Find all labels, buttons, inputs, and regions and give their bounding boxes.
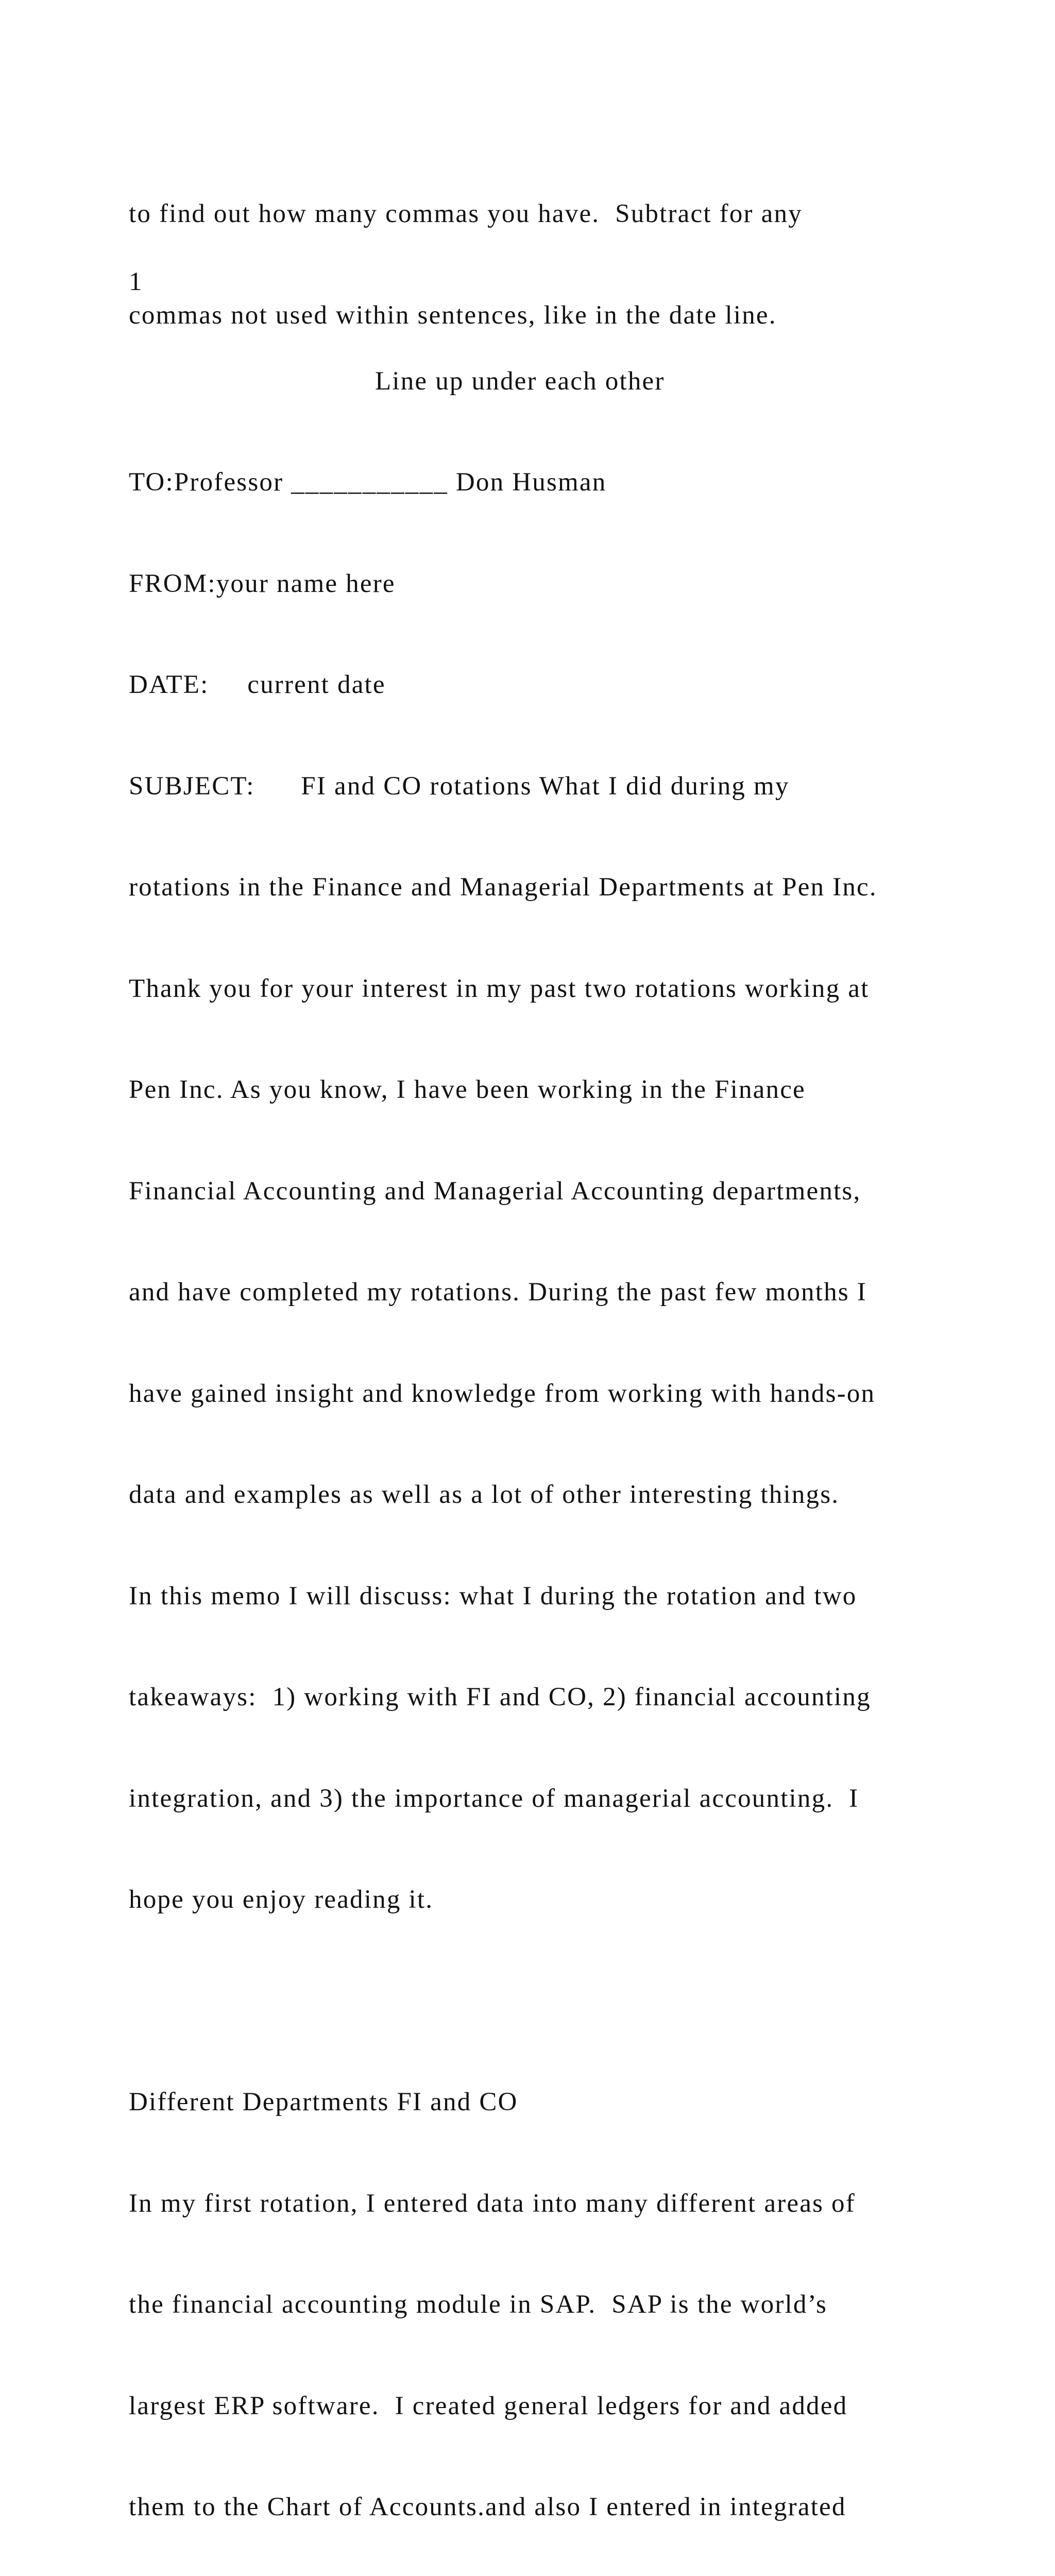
- memo-text-line: rotations in the Finance and Managerial Departments at Pen Inc.: [129, 873, 877, 902]
- memo-text-line: them to the Chart of Accounts.and also I entered in integrated: [129, 2493, 846, 2521]
- memo-text-line: have gained insight and knowledge from working with hands-on: [129, 1379, 876, 1408]
- intro-paragraph: [129, 130, 1005, 400]
- memo-text-line: In this memo I will discuss: what I during the rotation and two: [129, 1581, 857, 1611]
- section-heading: Different Departments FI and CO: [129, 2088, 518, 2116]
- memo-date-line: DATE: current date: [129, 670, 386, 699]
- memo-text-line: and have completed my rotations. During the past few months I: [129, 1278, 867, 1307]
- memo-text-line: Financial Accounting and Managerial Accounting departments,: [129, 1176, 861, 1206]
- memo-text-line: hope you enjoy reading it.: [129, 1885, 434, 1914]
- memo-text-line: the financial accounting module in SAP. SAP is the world’s: [129, 2290, 828, 2319]
- memo-text-line: data and examples as well as a lot of other interesting things.: [129, 1480, 840, 1509]
- memo-text-line: integration, and 3) the importance of managerial accounting. I: [129, 1784, 859, 1813]
- intro-line: to find out how many commas you have. Subtract for any: [129, 199, 803, 228]
- memo-subject-line: SUBJECT: FI and CO rotations What I did during my: [129, 771, 790, 801]
- memo-text-line: Pen Inc. As you know, I have been working in the Finance: [129, 1075, 806, 1104]
- intro-line: commas not used within sentences, like in the date line.: [129, 300, 777, 330]
- blank-line: [129, 1985, 1005, 2019]
- memo-text-line: takeaways: 1) working with FI and CO, 2) financial accounting: [129, 1683, 871, 1711]
- memo-to-line: TO:Professor ___________ Don Husman: [129, 468, 607, 497]
- memo-body: [129, 398, 1005, 2576]
- alignment-note: Line up under each other: [375, 367, 665, 396]
- memo-from-line: FROM:your name here: [129, 569, 396, 598]
- memo-text-line: Thank you for your interest in my past two rotations working at: [129, 974, 870, 1003]
- page-number: 1: [129, 267, 143, 296]
- memo-text-line: largest ERP software. I created general ledgers for and added: [129, 2391, 848, 2420]
- memo-text-line: In my first rotation, I entered data into many different areas of: [129, 2189, 856, 2218]
